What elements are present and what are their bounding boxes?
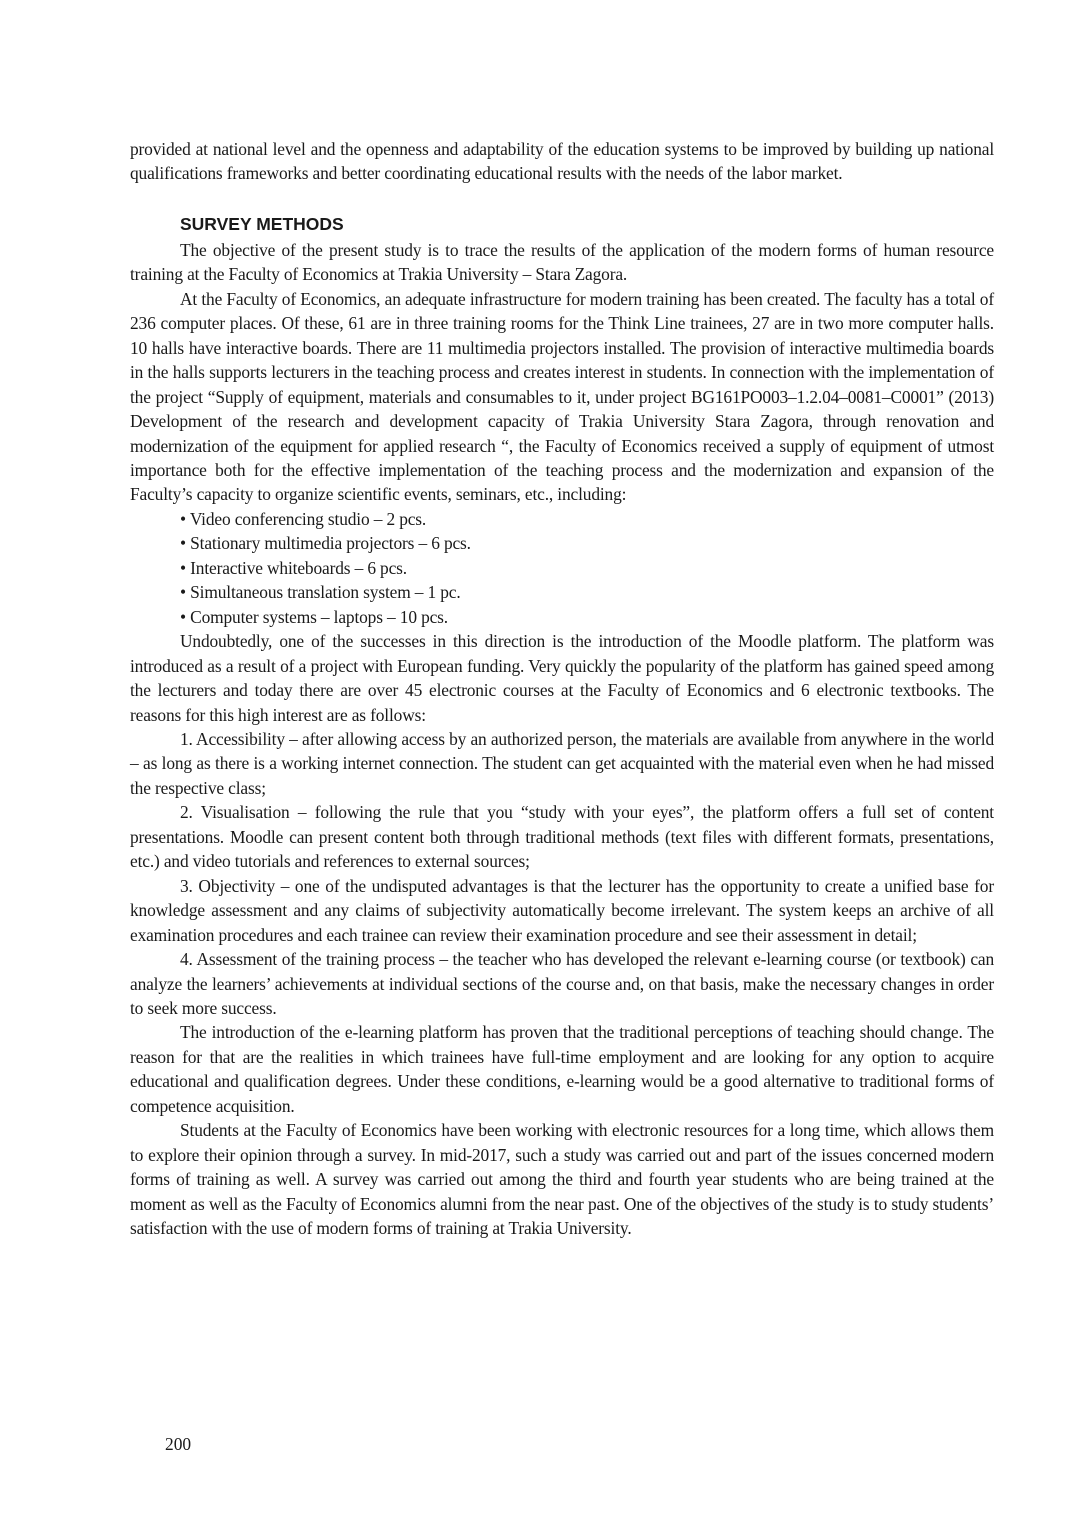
list-item: • Simultaneous translation system – 1 pc. — [180, 582, 461, 603]
paragraph: 4. Assessment of the training process – the teacher who has developed the relevant e-learning course (or textbook) can analyze the learners’ achievements at individual sections of the course and, on that basis, make the necessary changes in order to seek more success. — [130, 949, 994, 1018]
intro-paragraph: provided at national level and the openness and adaptability of the education systems to be improved by building up national qualifications frameworks and better coordinating educational results with the needs of the labor market. — [130, 139, 994, 184]
section-heading: SURVEY METHODS — [180, 213, 344, 234]
paragraph: 2. Visualisation – following the rule that you “study with your eyes”, the platform offers a full set of content presentations. Moodle can present content both through traditional methods (text files with different formats, presentations, etc.) and video tutorials and references to external sources; — [130, 802, 994, 872]
paragraph: The introduction of the e-learning platform has proven that the traditional perceptions of teaching should change. The reason for that are the realities in which trainees have full-time employment and are looking for any option to acquire educational and qualification degrees. Under these conditions, e-learning would be a good alternative to traditional forms of competence acquisition. — [130, 1022, 994, 1116]
list-item: • Video conferencing studio – 2 pcs. — [180, 508, 427, 529]
list-item: • Interactive whiteboards – 6 pcs. — [180, 557, 407, 578]
list-item: • Computer systems – laptops – 10 pcs. — [180, 606, 448, 627]
paragraph: 1. Accessibility – after allowing access by an authorized person, the materials are available from anywhere in the world – as long as there is a working internet connection. The student can get acquainted with the material even when he had missed the respective class; — [130, 728, 994, 798]
list-item: • Stationary multimedia projectors – 6 pcs. — [180, 533, 471, 554]
paragraph: Undoubtedly, one of the successes in this direction is the introduction of the Moodle platform. The platform was introduced as a result of a project with European funding. Very quickly the popularity of the platform has gained speed among the lecturers and today there are over 45 electronic courses at the Faculty of Economics and 6 electronic textbooks. The reasons for this high interest are as follows: — [130, 631, 994, 725]
paragraph: 3. Objectivity – one of the undisputed advantages is that the lecturer has the opportunity to create a unified base for knowledge assessment and any claims of subjectivity automatically become irrelevant. The system keeps an archive of all examination procedures and each trainee can review their examination procedure and see their assessment in detail; — [130, 875, 994, 945]
paragraph: At the Faculty of Economics, an adequate infrastructure for modern training has been created. The faculty has a total of 236 computer places. Of these, 61 are in three training rooms for the Think Line trainees, 27 are in two more computer halls. 10 halls have interactive boards. There are 11 multimedia projectors installed. The provision of interactive multimedia boards in the halls supports lecturers in the teaching process and creates interest in students. In connection with the implementation of the project “Supply of equipment, materials and consumables to it, under project BG161PO003–1.2.04–0081–C0001” (2013) Development of the research and development capacity of Trakia University Stara Zagora, through renovation and modernization of the equipment for applied research “, the Faculty of Economics received a supply of equipment of utmost importance both for the effective implementation of the teaching process and the modernization and expansion of the Faculty’s capacity to organize scientific events, seminars, etc., including: — [130, 288, 994, 505]
page-number: 200 — [165, 1434, 192, 1454]
paragraph: Students at the Faculty of Economics have been working with electronic resources for a long time, which allows them to explore their opinion through a survey. In mid-2017, such a study was carried out and part of the issues concerned modern forms of training as well. A survey was carried out among the third and fourth year students who are being trained at the moment as well as the Faculty of Economics alumni from the near past. One of the objectives of the study is to study students’ satisfaction with the use of modern forms of training at Trakia University. — [130, 1120, 994, 1239]
page-body — [130, 137, 994, 1240]
equipment-list — [130, 507, 994, 629]
paragraph: The objective of the present study is to trace the results of the application of the modern forms of human resource training at the Faculty of Economics at Trakia University – Stara Zagora. — [130, 239, 994, 285]
